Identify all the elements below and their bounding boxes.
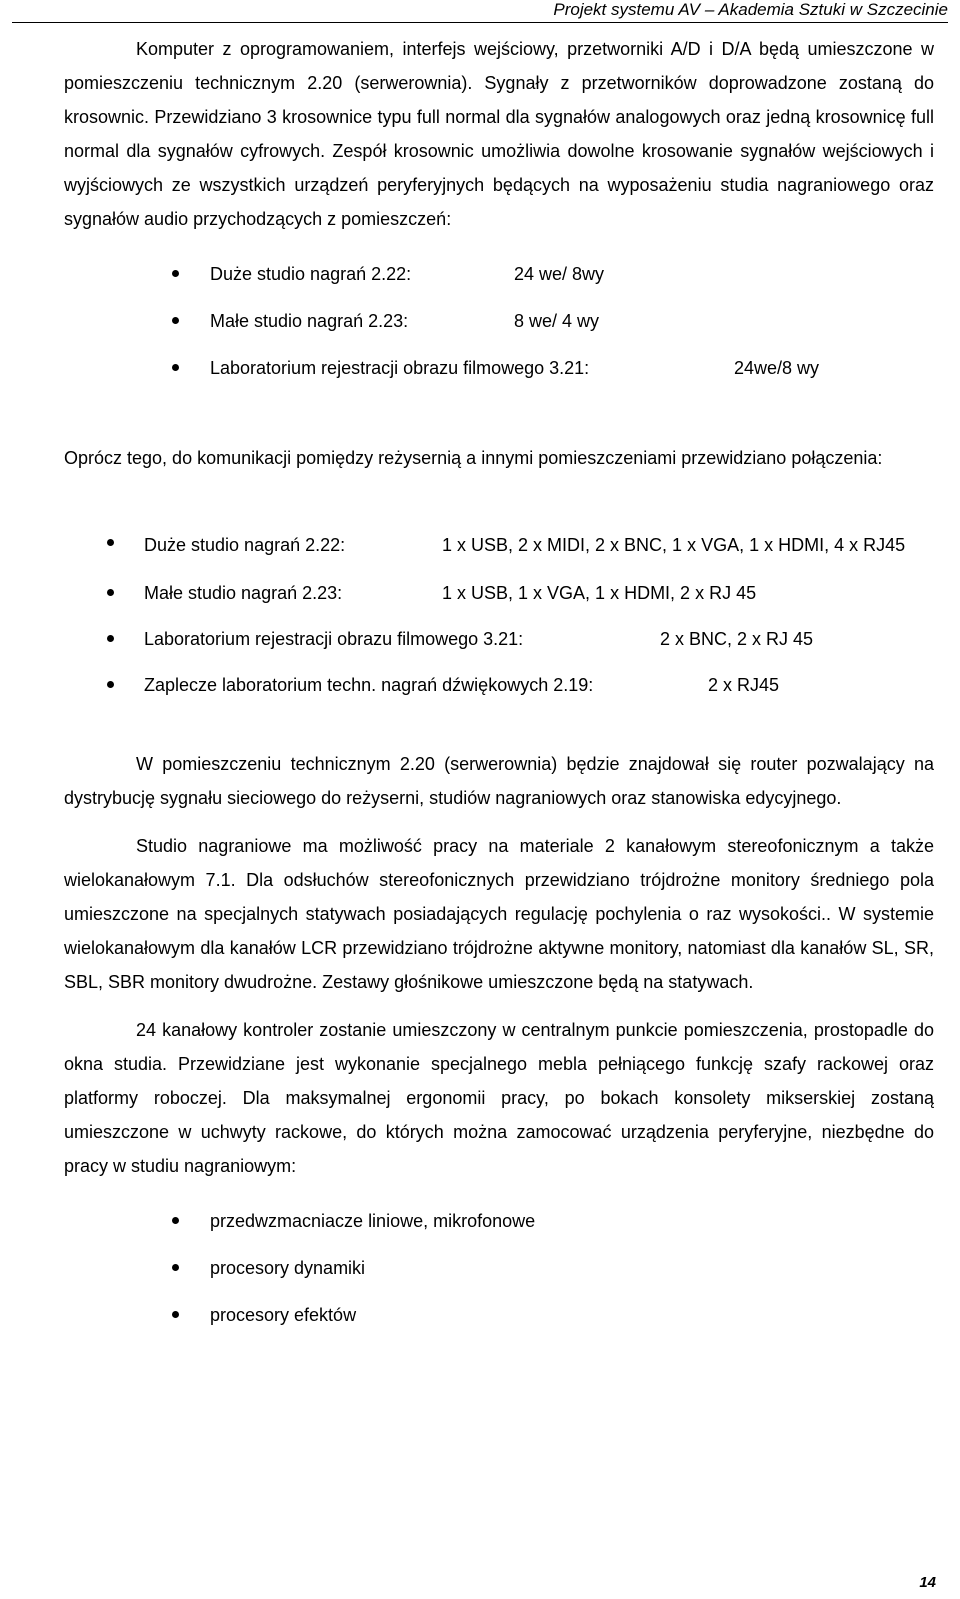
list-item [64, 1256, 934, 1303]
room-value: 24we/8 wy [734, 358, 820, 378]
list-item [64, 627, 934, 651]
room-value: 2 x BNC, 2 x RJ 45 [660, 629, 814, 649]
list-item [64, 356, 934, 403]
room-label: Laboratorium rejestracji obrazu filmowego 3.21: [210, 358, 590, 378]
paragraph-monitors: Studio nagraniowe ma możliwość pracy na materiale 2 kanałowym stereofonicznym a także wielokanałowym 7.1. Dla odsłuchów stereofonicznych przewidziano trójdrożne monitory średniego pola umieszczone na specjalnych statywach posiadających regulację pochylenia o raz wysokości.. W systemie wielokanałowym dla kanałów LCR przewidziano trójdrożne aktywne monitory, natomiast dla kanałów SL, SR, SBL, SBR monitory dwudrożne. Zestawy głośnikowe umieszczone będą na statywach. [64, 836, 934, 992]
room-value: 24 we/ 8wy [514, 264, 605, 284]
rooms-io-list [64, 262, 934, 403]
paragraph-router: W pomieszczeniu technicznym 2.20 (serwerownia) będzie znajdował się router pozwalający na dystrybucję sygnału sieciowego do reżyserni, studiów nagraniowych oraz stanowiska edycyjnego. [64, 754, 934, 808]
paragraph-controller: 24 kanałowy kontroler zostanie umieszczony w centralnym punkcie pomieszczenia, prostopadle do okna studia. Przewidziane jest wykonanie specjalnego mebla pełniącego funkcję szafy rackowej oraz platformy roboczej. Dla maksymalnej ergonomii pracy, po bokach konsolety mikserskiej zostaną umieszczone w uchwyty rackowe, do których można zamocować urządzenia peryferyjne, niezbędne do pracy w studiu nagraniowym: [64, 1020, 934, 1176]
room-value: 1 x USB, 1 x VGA, 1 x HDMI, 2 x RJ 45 [442, 583, 757, 603]
page-header [12, 0, 948, 23]
device-label: procesory dynamiki [210, 1258, 366, 1278]
list-item [64, 531, 934, 559]
device-label: przedwzmacniacze liniowe, mikrofonowe [210, 1211, 536, 1231]
paragraph-patchbays: Komputer z oprogramowaniem, interfejs wejściowy, przetworniki A/D i D/A będą umieszczone w pomieszczeniu technicznym 2.20 (serwerownia). Sygnały z przetworników doprowadzone zostaną do krosownic. Przewidziano 3 krosownice typu full normal dla sygnałów analogowych oraz jedną krosownicę full normal dla sygnałów cyfrowych. Zespół krosownic umożliwia dowolne krosowanie sygnałów wejściowych i wyjściowych ze wszystkich urządzeń peryferyjnych będących na wyposażeniu studia nagraniowego oraz sygnałów audio przychodzących z pomieszczeń: [64, 39, 934, 229]
room-label: Duże studio nagrań 2.22: [210, 264, 412, 284]
connections-list [64, 531, 934, 697]
room-value: 1 x USB, 2 x MIDI, 2 x BNC, 1 x VGA, 1 x HDMI, 4 x RJ45 [442, 535, 906, 555]
paragraph-connections-intro: Oprócz tego, do komunikacji pomiędzy reżysernią a innymi pomieszczeniami przewidziano połączenia: [64, 448, 883, 468]
room-label: Małe studio nagrań 2.23: [144, 583, 343, 603]
list-item [64, 262, 934, 309]
room-label: Małe studio nagrań 2.23: [210, 311, 409, 331]
list-item [64, 309, 934, 356]
list-item [64, 673, 934, 697]
room-value: 2 x RJ45 [708, 675, 780, 695]
room-value: 8 we/ 4 wy [514, 311, 600, 331]
page-number: 14 [919, 1574, 936, 1591]
room-label: Duże studio nagrań 2.22: [144, 535, 346, 555]
device-label: procesory efektów [210, 1305, 357, 1325]
room-label: Zaplecze laboratorium techn. nagrań dźwiękowych 2.19: [144, 675, 594, 695]
document-body [64, 32, 934, 1350]
header-title: Projekt systemu AV – Akademia Sztuki w Szczecinie [553, 0, 948, 19]
devices-list [64, 1209, 934, 1350]
list-item [64, 581, 934, 605]
room-label: Laboratorium rejestracji obrazu filmowego 3.21: [144, 629, 524, 649]
list-item [64, 1303, 934, 1350]
list-item [64, 1209, 934, 1256]
